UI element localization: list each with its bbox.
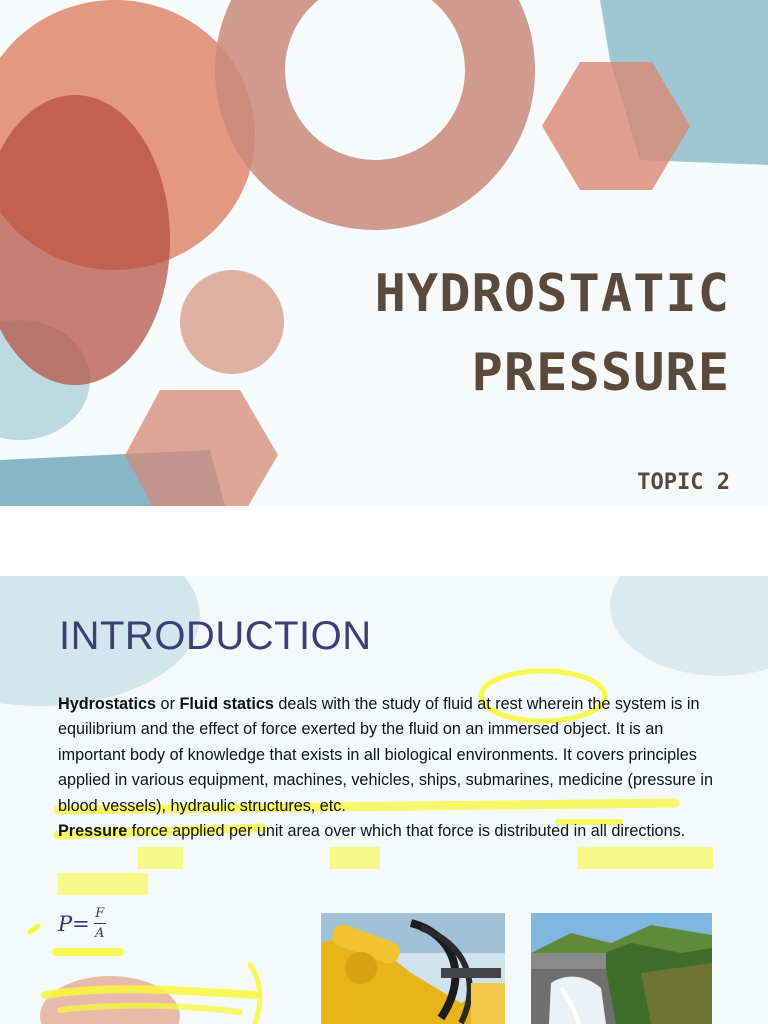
text-or: or	[156, 695, 180, 713]
highlight-scribble-1	[45, 989, 255, 995]
highlight-area	[330, 847, 380, 869]
dam-photo	[531, 913, 712, 1024]
paragraph-hydrostatics	[58, 692, 728, 819]
dam-image	[531, 913, 712, 1024]
term-fluid-statics: Fluid statics	[179, 695, 274, 713]
slide-title	[375, 255, 730, 413]
highlight-directions	[58, 873, 148, 895]
highlight-distributed	[578, 847, 713, 869]
term-hydrostatics: Hydrostatics	[58, 695, 157, 713]
pressure-definition: force applied per unit area over which that force is distributed in all directions.	[127, 822, 686, 841]
body-text	[58, 692, 728, 844]
highlight-tick	[30, 926, 38, 932]
tan-circle-small	[180, 270, 284, 374]
title-line-1: HYDROSTATIC	[374, 264, 730, 324]
highlight-force	[138, 847, 183, 869]
watercolor-decoration	[0, 0, 768, 506]
definition-text: deals with the study of fluid at rest wherein the system is in equilibrium and the effect of force exerted by the fluid on an immersed object. It is an important body of knowledge that exists in all biological environments. It covers principles applied in various equipment, machines, vehicles, ships, submarines, medicine (pressure in blood vessels), hydraulic structures, etc.	[58, 695, 714, 815]
hydraulic-machine-image	[321, 913, 505, 1024]
brown-ring	[250, 0, 500, 195]
topic-label: TOPIC 2	[637, 470, 730, 495]
hexagon-bottom	[125, 390, 278, 506]
hydraulic-machine-photo	[321, 913, 505, 1024]
formula-numerator: F	[95, 906, 105, 921]
fraction-bar	[94, 923, 106, 924]
formula-fraction	[94, 906, 106, 941]
title-line-2: PRESSURE	[471, 343, 730, 404]
pressure-formula	[58, 906, 106, 941]
formula-p: P	[58, 911, 73, 936]
term-pressure: Pressure	[58, 822, 128, 841]
title-slide	[0, 0, 768, 506]
formula-equals: =	[72, 911, 90, 936]
section-heading: INTRODUCTION	[59, 614, 372, 658]
formula-denominator: A	[95, 926, 105, 941]
highlight-scribble-3	[60, 1006, 240, 1012]
paragraph-pressure	[58, 819, 728, 844]
